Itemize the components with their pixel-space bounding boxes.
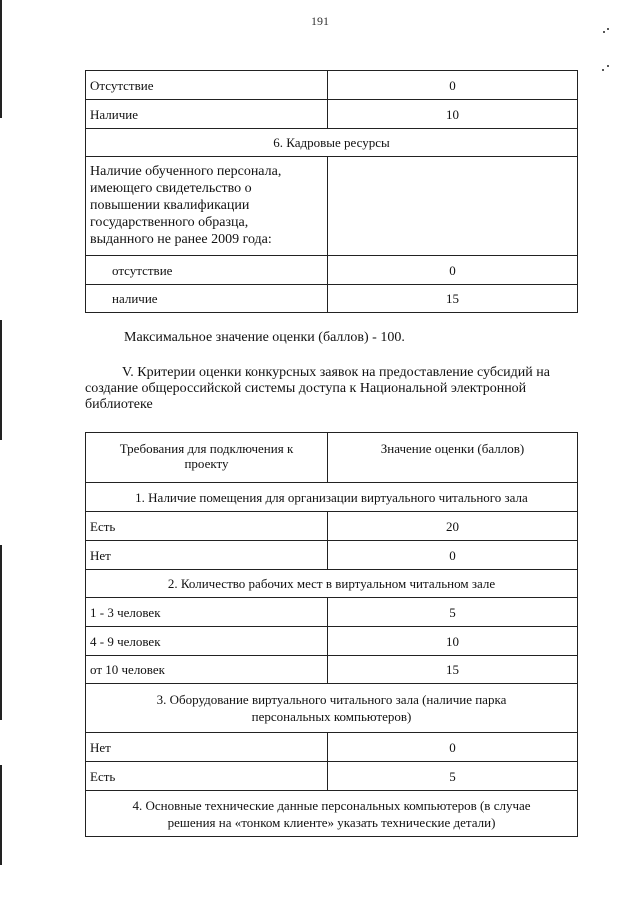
row-label: Нет	[86, 733, 328, 762]
table-row	[86, 598, 578, 627]
row-value: 10	[328, 627, 578, 656]
max-score-text: Максимальное значение оценки (баллов) - 100.	[124, 330, 405, 345]
section-row	[86, 129, 578, 157]
text-line: библиотеке	[85, 397, 153, 412]
row-value: 15	[328, 656, 578, 684]
text-line: Требования для подключения к	[119, 441, 294, 456]
row-value: 0	[328, 733, 578, 762]
text-line: персональных компьютеров)	[251, 709, 412, 724]
section-row	[86, 483, 578, 512]
scan-speck	[607, 28, 609, 30]
header-requirements	[86, 433, 328, 483]
row-label: Отсутствие	[86, 71, 328, 100]
staff-criterion	[86, 157, 328, 256]
table-row	[86, 157, 578, 256]
section-heading	[85, 365, 585, 413]
row-value: 5	[328, 762, 578, 791]
row-label: Нет	[86, 541, 328, 570]
scan-speck	[607, 65, 609, 67]
section-title	[86, 684, 578, 733]
criteria-table	[85, 432, 578, 837]
row-label: наличие	[86, 285, 328, 313]
section-title: 1. Наличие помещения для организации виртуального читального зала	[86, 483, 578, 512]
scan-margin-line	[0, 0, 2, 118]
table-row	[86, 71, 578, 100]
section-row	[86, 570, 578, 598]
table-row	[86, 100, 578, 129]
table-row	[86, 256, 578, 285]
scan-margin-line	[0, 545, 2, 720]
empty-cell	[328, 157, 578, 256]
text-line: создание общероссийской системы доступа к Национальной электронной	[85, 381, 527, 396]
scan-margin-line	[0, 320, 2, 440]
text-line: решения на «тонком клиенте» указать технические детали)	[167, 814, 496, 830]
section-title	[86, 791, 578, 837]
row-label: Есть	[86, 762, 328, 791]
table-row	[86, 541, 578, 570]
row-value: 0	[328, 71, 578, 100]
text-line: проекту	[184, 456, 229, 471]
row-label: 4 - 9 человек	[86, 627, 328, 656]
section-title: 2. Количество рабочих мест в виртуальном читальном зале	[86, 570, 578, 598]
row-value: 10	[328, 100, 578, 129]
row-label: от 10 человек	[86, 656, 328, 684]
table-row	[86, 733, 578, 762]
table-row	[86, 512, 578, 541]
row-value: 0	[328, 256, 578, 285]
scan-speck	[603, 31, 605, 33]
row-value: 5	[328, 598, 578, 627]
row-value: 0	[328, 541, 578, 570]
section-title: 6. Кадровые ресурсы	[86, 129, 578, 157]
scan-margin-line	[0, 765, 2, 865]
row-label: Есть	[86, 512, 328, 541]
row-label: 1 - 3 человек	[86, 598, 328, 627]
text-line: V. Критерии оценки конкурсных заявок на предоставление субсидий на	[122, 365, 550, 380]
table-row	[86, 627, 578, 656]
text-line: Наличие обученного персонала,	[90, 164, 282, 179]
row-value: 20	[328, 512, 578, 541]
row-label: Наличие	[86, 100, 328, 129]
text-line: 4. Основные технические данные персональных компьютеров (в случае	[132, 797, 531, 813]
resources-table	[85, 70, 578, 313]
row-value: 15	[328, 285, 578, 313]
header-row	[86, 433, 578, 483]
table-row	[86, 656, 578, 684]
table-row	[86, 285, 578, 313]
scan-speck	[602, 69, 604, 71]
row-label: отсутствие	[86, 256, 328, 285]
page-number: 191	[311, 14, 329, 28]
section-row	[86, 684, 578, 733]
text-line: повышении квалификации	[90, 198, 250, 213]
text-line: имеющего свидетельство о	[90, 181, 252, 196]
section-row	[86, 791, 578, 837]
header-score: Значение оценки (баллов)	[328, 433, 578, 483]
text-line: государственного образца,	[90, 215, 249, 230]
text-line: 3. Оборудование виртуального читального зала (наличие парка	[156, 692, 507, 707]
text-line: выданного не ранее 2009 года:	[90, 232, 272, 247]
table-row	[86, 762, 578, 791]
